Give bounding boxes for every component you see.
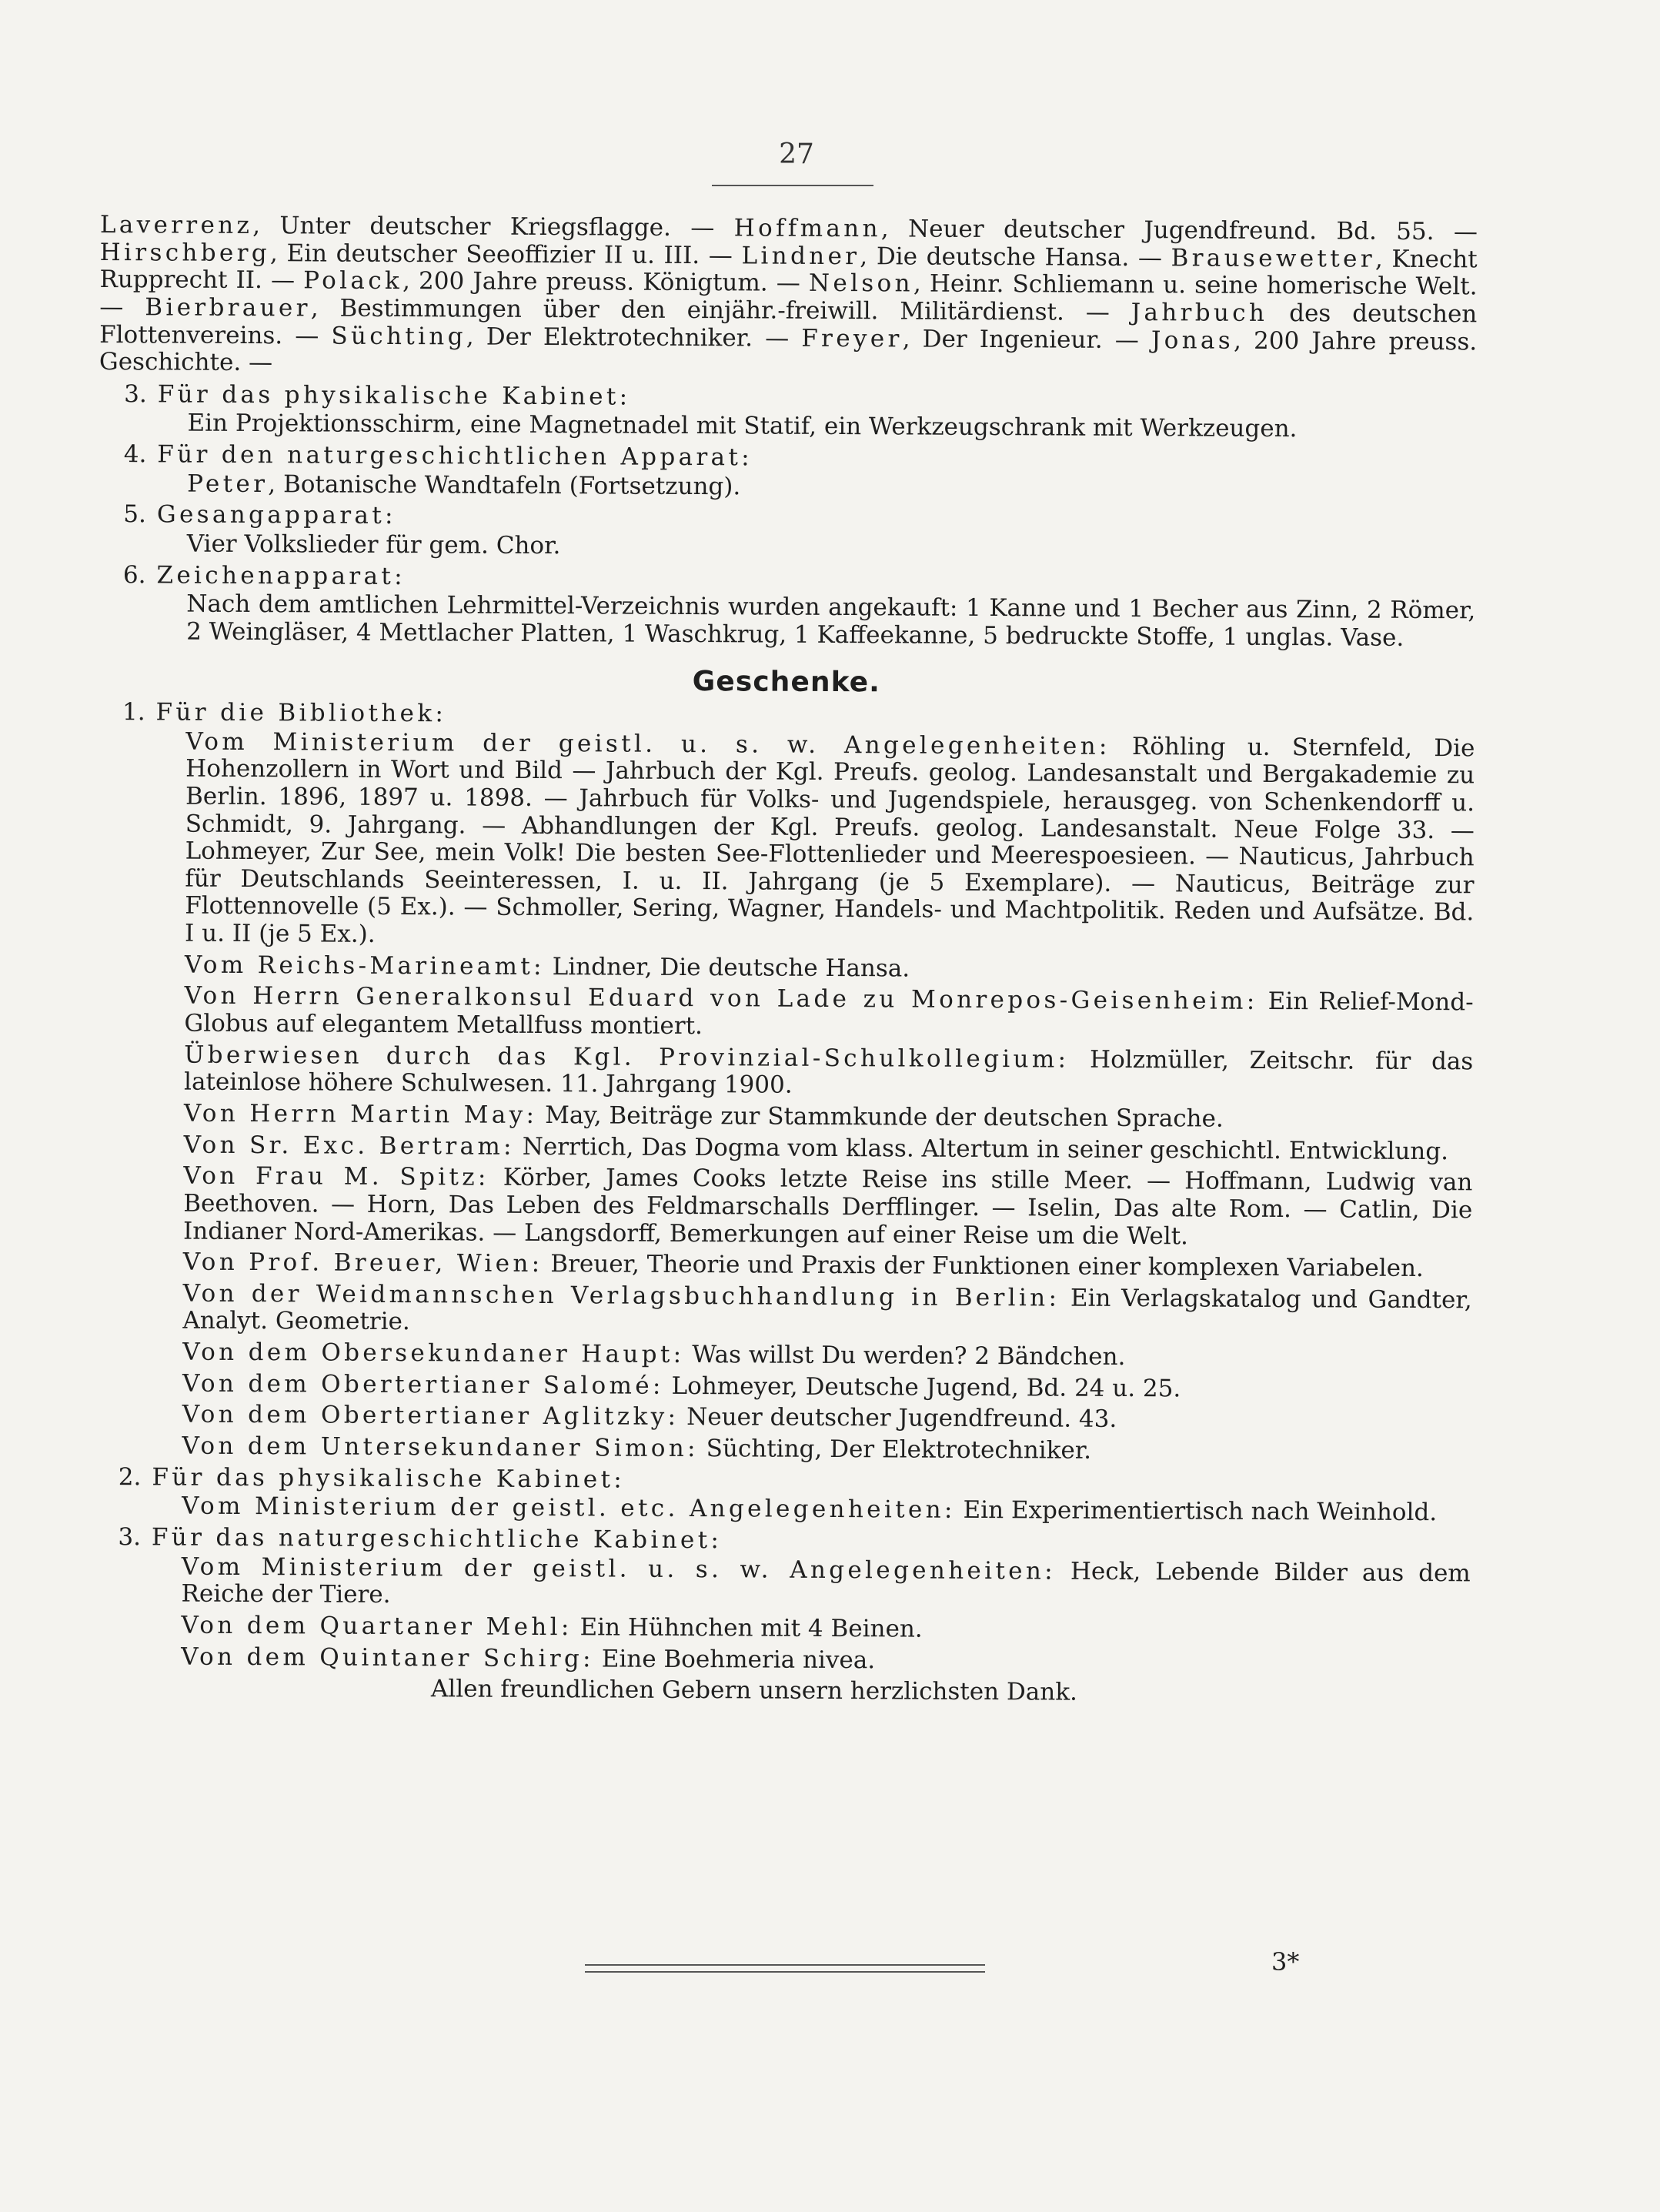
gift-entry (95, 1041, 1473, 1104)
gift-entry (93, 1553, 1471, 1616)
item-label: Für die Bibliothek: (155, 698, 447, 728)
entry-text: Holzmüller, Zeitschr. für das lateinlose höhere Schulwesen. 11. Jahrgang 1900. (183, 1045, 1474, 1100)
gift-entry (95, 1248, 1472, 1283)
entry-source: Von dem Obertertianer Aglitzky: (182, 1400, 680, 1432)
entry-text: Nach dem amtlichen Lehrmittel-Verzeichnis wurden angekauft: 1 Kanne und 1 Becher aus Zinn, 2 Römer, 2 Weingläser, 4 Mettlacher Platten, 1 Waschkrug, 1 Kaffeekanne, 5 bedruckte Stoffe, 1 unglas. Vase. (186, 590, 1476, 652)
entry-source: Überwiesen durch das Kgl. Provinzial-Schulkollegium: (184, 1041, 1070, 1074)
gift-entry (94, 1432, 1471, 1467)
entry-text: Süchting, Der Elektrotechniker. (698, 1435, 1092, 1465)
item-number: 3. (118, 1523, 142, 1552)
intro-title: , 200 Jahre preuss. Geschichte. — (99, 326, 1478, 377)
item-number: 3. (124, 380, 147, 409)
entry-source: Vom Ministerium der geistl. u. s. w. Angelegenheiten: (181, 1552, 1057, 1585)
entry-text: May, Beiträge zur Stammkunde der deutschen Sprache. (537, 1101, 1224, 1133)
entry-source: Vom Ministerium der geistl. etc. Angelegenheiten: (182, 1492, 956, 1525)
gift-entry (95, 1100, 1473, 1134)
entry-text: Was willst Du werden? 2 Bändchen. (684, 1341, 1126, 1372)
gift-entry (94, 1338, 1471, 1373)
entry-source: Von Prof. Breuer, Wien: (182, 1248, 543, 1278)
gift-entry (95, 1162, 1473, 1251)
intro-author: Lindner (741, 242, 860, 270)
entry-source: Von Herrn Generalkonsul Eduard von Lade zu Monrepos-Geisenheim: (184, 981, 1258, 1016)
intro-author: Hirschberg (99, 238, 271, 267)
intro-author: Laverrenz (99, 211, 253, 240)
entry-text: Ein Projektionsschirm, eine Magnetnadel mit Statif, ein Werkzeugschrank mit Werkzeugen. (187, 409, 1298, 443)
item-entry (99, 409, 1476, 444)
intro-title: , Bestimmungen über den einjähr.-freiwill. Militärdienst. — (310, 294, 1131, 326)
intro-title: , Ein deutscher Seeoffizier II u. III. — (269, 239, 742, 270)
intro-title: , Der Ingenieur. — (902, 325, 1152, 354)
entry-text: Lindner, Die deutsche Hansa. (544, 952, 910, 983)
page-number: 27 (779, 139, 814, 170)
item-label: Für das naturgeschichtliche Kabinet: (151, 1523, 723, 1555)
gifts-heading: Geschenke. (692, 665, 881, 698)
item-label: Gesangapparat: (156, 500, 396, 530)
entry-text: Lohmeyer, Deutsche Jugend, Bd. 24 u. 25. (663, 1372, 1181, 1403)
gift-entry (96, 951, 1474, 986)
entry-text: Eine Boehmeria nivea. (593, 1644, 876, 1674)
entry-text: Neuer deutscher Jugendfreund. 43. (679, 1403, 1117, 1434)
entry-source: Vom Reichs-Marineamt: (184, 951, 545, 981)
gift-entry (95, 1131, 1473, 1166)
item-number: 6. (122, 560, 146, 590)
gift-entry (94, 1280, 1471, 1342)
intro-author: Brausewetter (1171, 243, 1375, 273)
main-text (92, 212, 1478, 1733)
entry-source: Von dem Quartaner Mehl: (181, 1611, 573, 1642)
gift-entry (96, 728, 1475, 954)
entry-source: Von Herrn Martin May: (183, 1099, 538, 1129)
gift-entry (92, 1642, 1470, 1677)
item-number: 4. (123, 440, 147, 469)
signature-mark: 3* (1271, 1947, 1300, 1976)
entry-source: Von der Weidmannschen Verlagsbuchhandlung in Berlin: (182, 1279, 1060, 1312)
intro-author: Nelson (808, 269, 914, 298)
entry-source: Vom Ministerium der geistl. u. s. w. Angelegenheiten: (185, 727, 1111, 760)
entry-text: , Botanische Wandtafeln (Fortsetzung). (268, 469, 741, 501)
item-entry (98, 590, 1475, 653)
entry-text: Ein Relief-Mond-Globus auf elegantem Metallfuss montiert. (184, 987, 1474, 1041)
intro-title: , Knecht Rupprecht II. — (99, 245, 1478, 295)
gift-entry (93, 1492, 1471, 1527)
entry-text: Nerrtich, Das Dogma vom klass. Altertum in seiner geschichtl. Entwicklung. (514, 1132, 1449, 1165)
intro-author: Hoffmann (733, 214, 881, 243)
entry-text: Ein Hühnchen mit 4 Beinen. (572, 1613, 923, 1643)
intro-author: Bierbrauer (145, 293, 311, 322)
footer-rule (585, 1964, 985, 1973)
entry-text: Ein Experimentiertisch nach Weinhold. (955, 1496, 1438, 1527)
entry-text: Röhling u. Sternfeld, Die Hohenzollern in Wort und Bild — Jahrbuch der Kgl. Preufs. geolog. Landesanstalt und Bergakademie zu Berlin. 1896, 1897 u. 1898. — Jahrbuch für Volks- und Jugendspiele, herausgeg. von Schenkendorff u. Schmidt, 9. Jahrgang. — Abhandlungen der Kgl. Preufs. geolog. Landesanstalt. Neue Folge 33. — Lohmeyer, Zur See, mein Volk! Die besten See-Flottenlieder und Meerespoesieen. — Nauticus, Jahrbuch für Deutschlands Seeinteressen, I. u. II. Jahrgang (je 5 Exemplare). — Nauticus, Beiträge zur Flottennovelle (5 Ex.). — Schmoller, Sering, Wagner, Handels- und Machtpolitik. Reden und Aufsätze. Bd. I u. II (je 5 Ex.). (184, 732, 1475, 949)
item-number: 1. (122, 698, 145, 727)
entry-source: Von dem Quintaner Schirg: (181, 1642, 594, 1672)
item-number: 5. (123, 500, 147, 529)
entry-source: Von Sr. Exc. Bertram: (183, 1131, 515, 1161)
intro-title: , Der Elektrotechniker. — (466, 322, 802, 353)
entry-text: Heck, Lebende Bilder aus dem Reiche der Tiere. (181, 1557, 1471, 1609)
gift-entry (95, 982, 1473, 1044)
intro-title: , Unter deutscher Kriegsflagge. — (252, 212, 734, 242)
entry-source: Von Frau M. Spitz: (183, 1161, 489, 1191)
entry-text: Breuer, Theorie und Praxis der Funktionen einer komplexen Variabelen. (543, 1250, 1424, 1283)
header-rule (712, 185, 873, 186)
gift-entry (94, 1370, 1471, 1405)
entry-source: Peter (187, 469, 269, 498)
intro-author: Jahrbuch (1131, 298, 1268, 327)
item-label: Für den naturgeschichtlichen Apparat: (157, 440, 753, 472)
intro-title: , 200 Jahre preuss. Königtum. — (402, 267, 810, 298)
intro-title: , Neuer deutscher Jugendfreund. Bd. 55. — (880, 215, 1478, 246)
intro-author: Jonas (1151, 326, 1234, 355)
item-label: Zeichenapparat: (156, 561, 406, 590)
item-number: 2. (118, 1462, 142, 1491)
entry-source: Von dem Untersekundaner Simon: (182, 1432, 699, 1463)
entry-source: Von dem Obertertianer Salomé: (182, 1369, 664, 1400)
item-entry (99, 470, 1476, 505)
intro-title: , Die deutsche Hansa. — (860, 242, 1171, 272)
gift-entry (94, 1401, 1471, 1435)
item-label: Für das physikalische Kabinet: (152, 1463, 626, 1494)
intro-paragraph (99, 212, 1478, 383)
intro-title: , Heinr. Schliemann u. seine homerische Welt. — (99, 269, 1478, 322)
intro-author: Süchting (331, 322, 466, 351)
item-entry (99, 530, 1476, 565)
closing-line: Allen freundlichen Gebern unsern herzlichsten Dank. (430, 1675, 1078, 1706)
intro-title: des deutschen Flottenvereins. — (99, 299, 1478, 350)
gift-entry (92, 1612, 1470, 1646)
entry-text: Körber, James Cooks letzte Reise ins stille Meer. — Hoffmann, Ludwig van Beethoven. — Horn, Das Leben des Feldmarschalls Derfflinger. — Iselin, Das alte Rom. — Catlin, Die Indianer Nord-Amerikas. — Langsdorff, Bemerkungen auf einer Reise um die Welt. (182, 1163, 1473, 1250)
entry-source: Von dem Obersekundaner Haupt: (182, 1338, 685, 1369)
entry-text: Ein Verlagskatalog und Gandter, Analyt. Geometrie. (182, 1284, 1472, 1336)
entry-text: Vier Volkslieder für gem. Chor. (186, 530, 561, 560)
intro-author: Polack (303, 266, 403, 296)
item-label: Für das physikalische Kabinet: (157, 380, 631, 411)
intro-author: Freyer (801, 324, 903, 353)
